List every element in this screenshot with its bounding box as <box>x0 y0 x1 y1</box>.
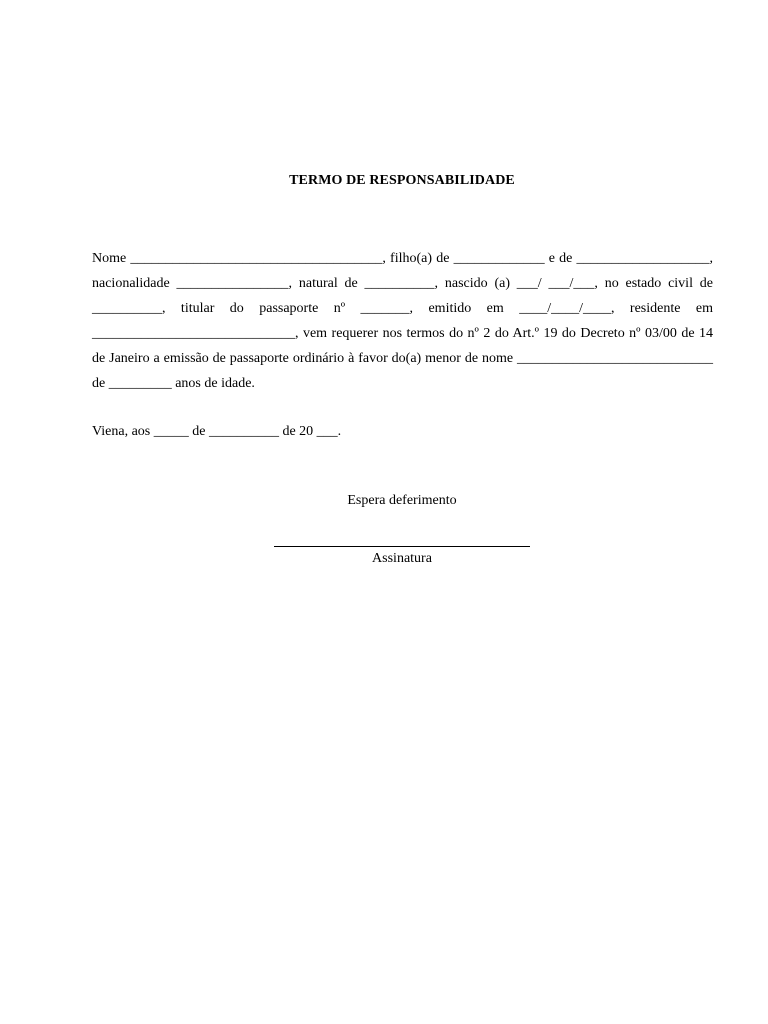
signature-label: Assinatura <box>372 551 432 566</box>
place-date-line: Viena, aos _____ de __________ de 20 ___. <box>92 424 342 439</box>
signature-line <box>274 546 530 547</box>
closing-text: Espera deferimento <box>347 493 457 508</box>
body-paragraph: Nome ____________________________________, filho(a) de _____________ e de ___________________, nacionalidade ________________, natural de __________, nascido (a) ___/ ___/___, no estado civil de __________, titular do passaporte nº _______, emitido em ____/____/____, residente em _____________________________, vem requerer nos termos do nº 2 do Art.º 19 do Decreto nº 03/00 de 14 de Janeiro a emissão de passaporte ordinário à favor do(a) menor de nome ____________________________ de _________ anos de idade. <box>92 251 713 391</box>
document-title: TERMO DE RESPONSABILIDADE <box>289 173 515 188</box>
